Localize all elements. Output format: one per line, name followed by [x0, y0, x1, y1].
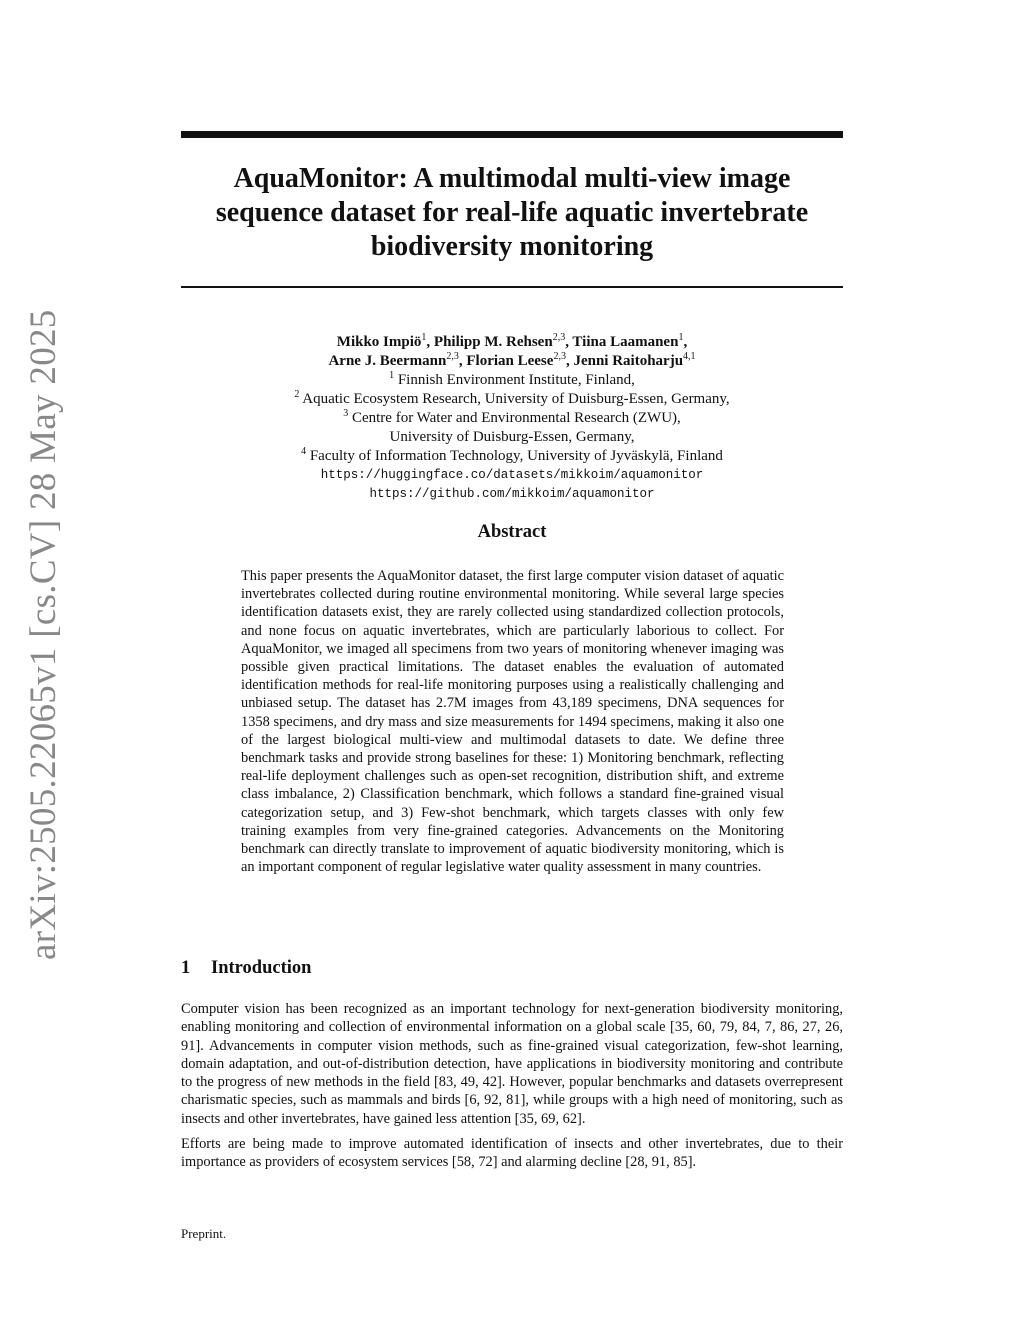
affiliation-4: $^4$ Faculty of Information Technology, University of Jyväskylä, Finland — [301, 446, 723, 464]
author-sup: 1 — [421, 332, 427, 343]
affiliation-3: $^3$ Centre for Water and Environmental Research (ZWU), — [343, 408, 681, 426]
arxiv-stamp: arXiv:2505.22065v1 [cs.CV] 28 May 2025 — [23, 309, 64, 960]
paragraph: Efforts are being made to improve automated identification of insects and other invertebrates, due to their importance as providers of ecosystem services [58, 72] and alarming decline [28, 91, 85]. — [181, 1136, 843, 1171]
github-link[interactable]: https://github.com/mikkoim/aquamonitor — [369, 487, 655, 501]
section-title: Introduction — [211, 958, 312, 978]
introduction-body — [181, 1000, 843, 1179]
affiliation-2: $^2$ Aquatic Ecosystem Research, University of Duisburg-Essen, Germany, — [294, 389, 730, 407]
section-number: 1 — [181, 958, 191, 978]
title-bottom-rule — [181, 286, 843, 288]
author-name: Tiina Laamanen — [572, 334, 679, 350]
author-line-2: Arne J. Beermann$^{2,3}$, Florian Leese$^{2,3}$, Jenni Raitoharju$^{4,1}$ — [328, 351, 696, 369]
author-name: Philipp M. Rehsen — [433, 334, 553, 350]
author-name: Florian Leese — [466, 353, 554, 369]
paper-title: AquaMonitor: A multimodal multi-view image sequence dataset for real-life aquatic invertebrate biodiversity monitoring — [215, 163, 809, 262]
affiliation-3-cont: University of Duisburg-Essen, Germany, — [389, 429, 635, 445]
abstract-text: This paper presents the AquaMonitor dataset, the first large computer vision dataset of aquatic invertebrates collected during routine environmental monitoring. While several large species identification datasets exist, they are rarely collected using standardized collection protocols, and none focus on aquatic invertebrates, which are particularly laborious to collect. For AquaMonitor, we imaged all specimens from two years of monitoring whenever imaging was possible given practical limitations. The dataset enables the evaluation of automated identification methods for real-life monitoring purposes using a realistically challenging and unbiased setup. The dataset has 2.7M images from 43,189 specimens, DNA sequences for 1358 specimens, and dry mass and size measurements for 1494 specimens, making it also one of the largest biological multi-view and multimodal datasets to date. We define three benchmark tasks and provide strong baselines for these: 1) Monitoring benchmark, reflecting real-life deployment challenges such as open-set recognition, distribution shift, and extreme class imbalance, 2) Classification benchmark, which follows a standard fine-grained visual categorization setup, and 3) Few-shot benchmark, which targets classes with only few training examples from very fine-grained categories. Advancements on the Monitoring benchmark can directly translate to improvement of aquatic biodiversity monitoring, which is an important component of regular legislative water quality assessment in many countries. — [241, 568, 784, 876]
footer-note: Preprint. — [181, 1226, 227, 1241]
affiliation-1: $^1$ Finnish Environment Institute, Finland, — [389, 370, 635, 388]
paragraph: Computer vision has been recognized as an important technology for next-generation biodiversity monitoring, enabling monitoring and collection of environmental information on a global scale [35, 60, 79, 84, 7, 86, 27, 26, 91]. Advancements in computer vision methods, such as fine-grained visual categorization, few-shot learning, domain adaptation, and out-of-distribution detection, have applications in biodiversity monitoring and contribute to the progress of new methods in the field [83, 49, 42]. However, popular benchmarks and datasets overrepresent charismatic species, such as mammals and birds [6, 92, 81], while groups with a high need of monitoring, such as insects and other invertebrates, have gained less attention [35, 69, 62]. — [181, 1001, 843, 1127]
author-name: Mikko Impiö — [336, 334, 422, 350]
author-block — [181, 333, 843, 504]
abstract-heading: Abstract — [477, 522, 547, 542]
huggingface-link[interactable]: https://huggingface.co/datasets/mikkoim/aquamonitor — [320, 468, 704, 482]
author-sup: 1 — [678, 332, 684, 343]
title-top-rule — [181, 131, 843, 138]
author-sup: 2,3 — [553, 351, 566, 362]
section-heading-introduction — [181, 958, 311, 979]
author-name: Jenni Raitoharju — [573, 353, 684, 369]
author-sup: 2,3 — [446, 351, 459, 362]
author-sup: 4,1 — [683, 351, 696, 362]
author-sup: 2,3 — [552, 332, 566, 343]
author-name: Arne J. Beermann — [328, 353, 447, 369]
author-line-1: Mikko Impiö$^1$, Philipp M. Rehsen$^{2,3}$, Tiina Laamanen$^1$, — [336, 332, 688, 350]
